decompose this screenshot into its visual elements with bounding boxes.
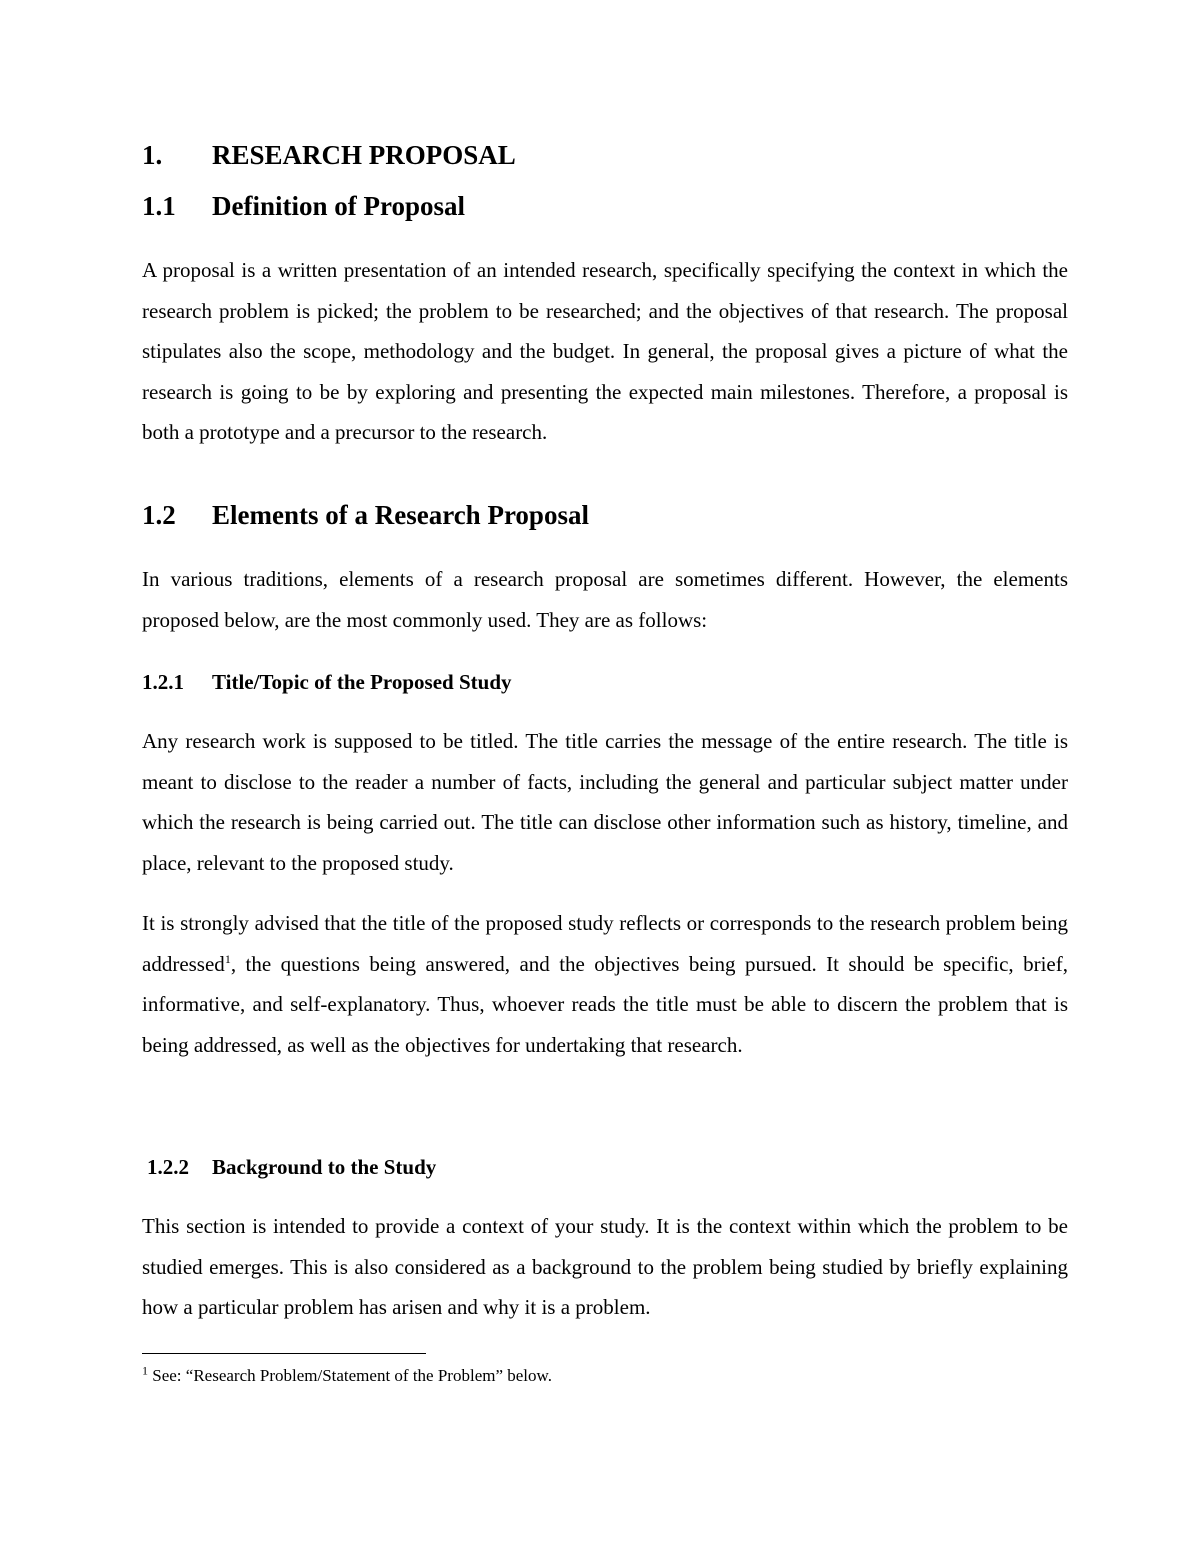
heading-number: 1.2 bbox=[142, 500, 176, 530]
paragraph-title-topic-2 bbox=[142, 903, 1068, 1065]
heading-number: 1.1 bbox=[142, 191, 176, 221]
paragraph-elements: In various traditions, elements of a research proposal are sometimes different. However, the elements proposed below, are the most commonly used. They are as follows: bbox=[142, 567, 1068, 632]
footnote-text: See: “Research Problem/Statement of the Problem” below. bbox=[148, 1366, 552, 1385]
footnote-reference: 1 bbox=[224, 951, 231, 966]
heading-elements-of-proposal bbox=[142, 500, 589, 531]
heading-title: RESEARCH PROPOSAL bbox=[212, 140, 516, 170]
paragraph-title-topic-1: Any research work is supposed to be titled. The title carries the message of the entire research. The title is meant to disclose to the reader a number of facts, including the general and particular subject matter under which the research is being carried out. The title can disclose other information such as history, timeline, and place, relevant to the proposed study. bbox=[142, 729, 1068, 875]
heading-definition-of-proposal bbox=[142, 191, 465, 222]
heading-research-proposal bbox=[142, 140, 516, 171]
heading-number: 1. bbox=[142, 140, 163, 170]
heading-background bbox=[147, 1155, 436, 1180]
heading-title: Background to the Study bbox=[212, 1155, 437, 1179]
heading-number: 1.2.1 bbox=[142, 670, 184, 694]
paragraph-definition: A proposal is a written presentation of an intended research, specifically specifying the context in which the research problem is picked; the problem to be researched; and the objectives of that research. The proposal stipulates also the scope, methodology and the budget. In general, the proposal gives a picture of what the research is going to be by exploring and presenting the expected main milestones. Therefore, a proposal is both a prototype and a precursor to the research. bbox=[142, 258, 1068, 444]
heading-title-topic bbox=[142, 670, 512, 695]
footnote bbox=[142, 1363, 552, 1386]
paragraph-text: It is strongly advised that the title of the proposed study reflects or corresponds to the research problem being addressed bbox=[142, 911, 1068, 976]
heading-title: Definition of Proposal bbox=[212, 191, 466, 221]
heading-title: Title/Topic of the Proposed Study bbox=[212, 670, 512, 694]
paragraph-text: , the questions being answered, and the objectives being pursued. It should be specific, brief, informative, and self-explanatory. Thus, whoever reads the title must be able to discern the problem that is being addressed, as well as the objectives for undertaking that research. bbox=[142, 951, 1068, 1057]
footnote-separator bbox=[142, 1353, 426, 1354]
heading-number: 1.2.2 bbox=[147, 1155, 189, 1179]
footnote-marker: 1 bbox=[142, 1363, 148, 1378]
paragraph-background: This section is intended to provide a context of your study. It is the context within which the problem to be studied emerges. This is also considered as a background to the problem being studied by briefly explaining how a particular problem has arisen and why it is a problem. bbox=[142, 1214, 1068, 1319]
heading-title: Elements of a Research Proposal bbox=[212, 500, 589, 530]
